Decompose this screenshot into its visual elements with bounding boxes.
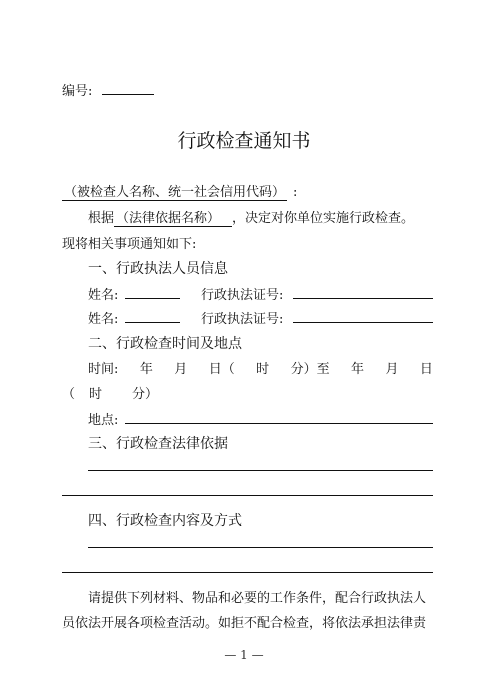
time-hour-2: 时 (89, 387, 103, 402)
closing-line-1: 请提供下列材料、物品和必要的工作条件，配合行政执法人 (88, 591, 427, 606)
section-heading-time-place: 二、行政检查时间及地点 (88, 336, 242, 352)
officer-2-cert-blank (293, 322, 433, 323)
content-method-blank-2 (62, 572, 433, 573)
time-open-paren-2: （ (62, 387, 76, 402)
intro-prefix: 根据 (88, 211, 115, 226)
time-day: 日 (208, 362, 222, 377)
time-minute-to (291, 358, 330, 377)
time-minute-2: 分） (132, 387, 159, 402)
officer-1-name-label: 姓名: (88, 288, 119, 303)
section-heading-content-method: 四、行政检查内容及方式 (88, 513, 242, 529)
serial-number-row (62, 80, 92, 99)
officer-1-cert-label: 行政执法证号: (201, 288, 284, 303)
closing-line-2: 员依法开展各项检查活动。如拒不配合检查，将依法承担法律责 (62, 616, 427, 631)
addressee-colon: : (293, 185, 298, 200)
officer-1-cert-blank (293, 298, 433, 299)
time-open-paren: （ (221, 362, 235, 377)
location-blank (125, 423, 433, 424)
time-month: 月 (174, 362, 188, 377)
time-row-continued (62, 383, 158, 402)
legal-basis-blank-1 (88, 470, 433, 471)
intro-line-2: 现将相关事项通知如下: (62, 237, 197, 252)
officer-1-name-blank (125, 298, 180, 299)
addressee-field: （被检查人名称、统一社会信用代码） (62, 181, 287, 201)
time-minute: 分 (290, 362, 304, 377)
time-year: 年 (139, 362, 153, 377)
officer-2-cert-label: 行政执法证号: (201, 312, 284, 327)
officer-2-name-blank (125, 322, 180, 323)
time-year-2: 年 (351, 362, 365, 377)
intro-suffix: ，决定对你单位实施行政检查。 (232, 211, 415, 226)
time-label: 时间: (88, 362, 119, 377)
time-hour: 时 (256, 362, 270, 377)
section-heading-legal-basis: 三、行政检查法律依据 (88, 436, 228, 452)
time-day-open (209, 358, 235, 377)
location-label: 地点: (88, 413, 119, 428)
document-title: 行政检查通知书 (177, 130, 311, 152)
serial-number-blank (102, 94, 154, 95)
intro-line-1 (88, 207, 414, 227)
time-month-2: 月 (385, 362, 399, 377)
page-number: — 1 — (224, 648, 264, 662)
time-day-2: 日 (419, 362, 433, 377)
serial-number-label: 编号: (62, 84, 93, 99)
officer-2-name-label: 姓名: (88, 312, 119, 327)
time-row (88, 358, 433, 377)
addressee-row (62, 181, 297, 201)
legal-basis-field: （法律依据名称） (114, 207, 232, 227)
section-heading-officers: 一、行政执法人员信息 (88, 261, 228, 277)
content-method-blank-1 (88, 547, 433, 548)
legal-basis-blank-2 (62, 495, 433, 496)
time-close-to: ）至 (303, 362, 330, 377)
